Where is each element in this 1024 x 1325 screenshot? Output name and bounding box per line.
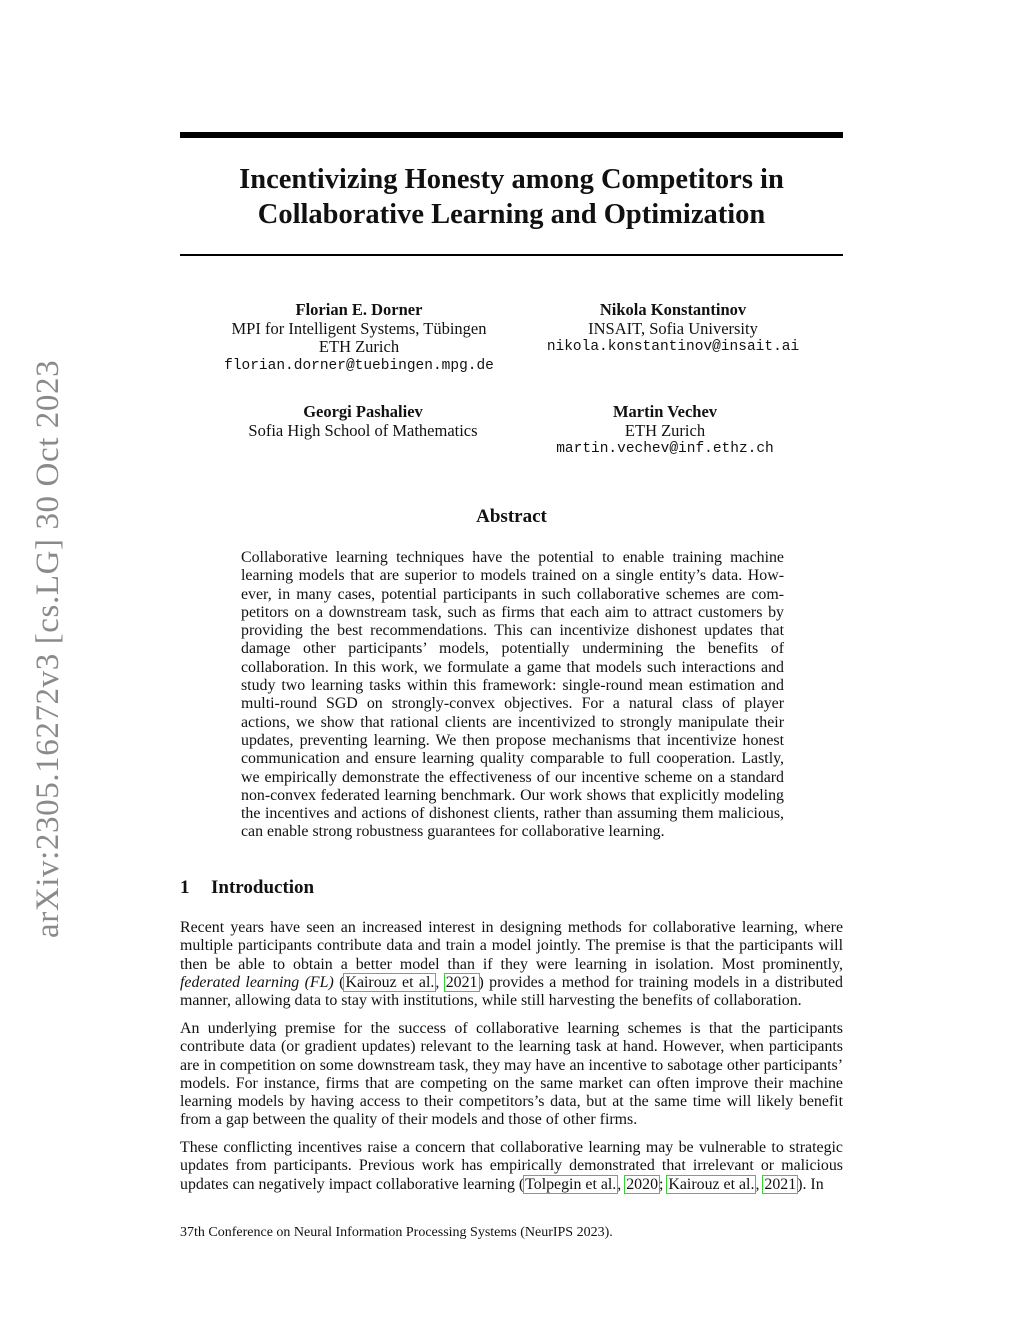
intro-paragraph-3	[180, 1139, 843, 1194]
text-run: ,	[755, 1175, 764, 1193]
section-number: 1	[180, 877, 190, 898]
author-block-dorner	[199, 301, 519, 375]
abstract-heading: Abstract	[476, 506, 547, 527]
title-line-2: Collaborative Learning and Optimization	[257, 199, 766, 230]
citation-link[interactable]: Kairouz et al.	[345, 973, 435, 991]
paper-title	[180, 162, 843, 232]
author-affiliation: ETH Zurich	[318, 337, 400, 356]
section-heading-introduction	[180, 877, 314, 899]
author-name: Nikola Konstantinov	[599, 300, 747, 319]
author-email: martin.vechev@inf.ethz.ch	[556, 441, 774, 457]
section-title: Introduction	[211, 877, 315, 898]
citation-link[interactable]: Kairouz et al.	[668, 1175, 755, 1193]
citation-link[interactable]: Tolpegin et al.	[525, 1175, 617, 1193]
author-affiliation: Sofia High School of Mathematics	[248, 420, 478, 440]
citation-year-link[interactable]: 2021	[764, 1175, 797, 1193]
author-email: nikola.konstantinov@insait.ai	[546, 339, 800, 355]
author-affiliation: INSAIT, Sofia University	[588, 318, 758, 338]
text-run: ) provides a method for training models in a distributed manner, allowing data to stay with institutions, while still harvesting the benefits of collaboration.	[180, 973, 843, 1010]
title-rule-bottom	[180, 254, 843, 256]
footnote-conference: 37th Conference on Neural Information Processing Systems (NeurIPS 2023).	[180, 1225, 613, 1240]
text-run: ;	[659, 1175, 668, 1193]
author-block-vechev	[505, 403, 825, 459]
citation-year-link[interactable]: 2021	[445, 973, 478, 991]
intro-paragraph-2: An underlying premise for the success of collaborative learning schemes is that the participants contribute data (or gradient updates) relevant to the learning task at hand. However, when participants are in competition on some downstream task, they may have an incentive to sabotage other participants’ models. For instance, firms that are competing on the same market can often improve their machine learning models by having access to their competitors’s data, but at the same time will likely benefit from a gap between the quality of their models and those of other firms.	[180, 1020, 843, 1129]
text-run: These conflicting incentives raise a concern that collaborative learning may be vulnerable to strategic updates from participants. Previous work has empirically demonstrated that irrelevant or malicious updates can negatively impact collaborative learning (	[180, 1139, 843, 1193]
intro-paragraph-1	[180, 919, 843, 1010]
abstract-text: Collaborative learning techniques have the potential to enable training machine learning models that are superior to models trained on a single entity’s data. However, in many cases, potential participants in such collaborative schemes are competitors on a downstream task, such as firms that each aim to attract customers by providing the best recommendations. This can incentivize dishonest updates that damage other participants’ models, potentially undermining the benefits of collaboration. In this work, we formulate a game that models such interactions and study two learning tasks within this framework: single-round mean estimation and multi-round SGD on strongly-convex objectives. For a natural class of player actions, we show that rational clients are incentivized to strongly manipulate their updates, preventing learning. We then propose mechanisms that incentivize honest communication and ensure learning quality comparable to full cooperation. Lastly, we empirically demonstrate the effectiveness of our incentive scheme on a standard non-convex federated learning benchmark. Our work shows that explicitly modeling the incentives and actions of dishonest clients, rather than assuming them malicious, can enable strong robustness guarantees for collaborative learning.	[241, 549, 784, 841]
author-name: Georgi Pashaliev	[303, 402, 423, 421]
term-federated-learning: federated learning (FL)	[180, 973, 334, 991]
title-line-1: Incentivizing Honesty among Competitors in	[239, 164, 784, 195]
author-block-pashaliev	[203, 403, 523, 440]
author-email: florian.dorner@tuebingen.mpg.de	[224, 357, 494, 374]
text-run: (	[333, 973, 345, 991]
author-name: Martin Vechev	[612, 402, 718, 421]
arxiv-stamp: arXiv:2305.16272v3 [cs.LG] 30 Oct 2023	[30, 359, 66, 938]
text-run: ,	[435, 973, 445, 991]
title-rule-top	[180, 132, 843, 138]
text-run: ,	[617, 1175, 626, 1193]
text-run: Recent years have seen an increased interest in designing methods for collaborative learning, where multiple participants contribute data and train a model jointly. The premise is that the participants will then be able to obtain a better model than if they were learning in isolation. Most prominently,	[180, 919, 843, 973]
author-affiliation: ETH Zurich	[624, 420, 706, 440]
citation-year-link[interactable]: 2020	[626, 1175, 659, 1193]
text-run: ). In	[797, 1175, 824, 1193]
author-affiliation: MPI for Intelligent Systems, Tübingen	[231, 318, 487, 338]
author-block-konstantinov	[513, 301, 833, 357]
author-name: Florian E. Dorner	[295, 300, 423, 319]
